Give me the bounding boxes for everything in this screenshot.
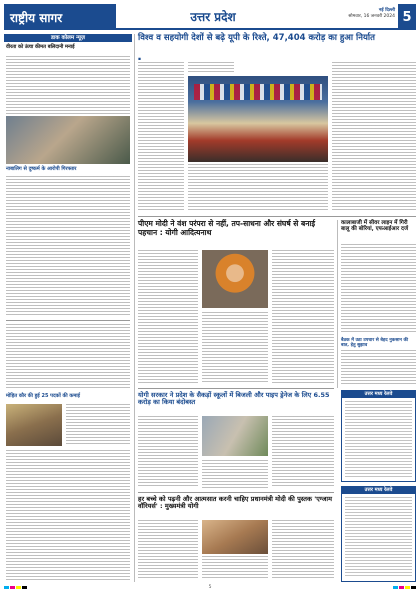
bottom-photo — [202, 520, 268, 554]
column-divider-left — [134, 34, 135, 582]
color-registration-right — [393, 586, 416, 589]
left-story-text — [6, 324, 130, 390]
modi-headline: पीएम मोदी ने वंश परंपरा से नहीं, तप-साधना और संघर्ष से बनाई पहचान : योगी आदित्यनाथ — [138, 219, 316, 237]
tender-title-2: उत्तर मध्य रेलवे — [342, 487, 415, 494]
tender-body-1 — [345, 401, 412, 478]
left-mid-headline: नाबालिग से दुष्कर्म के आरोपी गिरफ्तार — [6, 166, 77, 172]
left-divider-1 — [6, 320, 130, 321]
flags-row — [194, 84, 322, 100]
bottom-text-col3 — [272, 520, 334, 580]
school-divider — [138, 492, 334, 493]
lead-text-col4 — [332, 62, 416, 212]
award-photo — [6, 404, 62, 446]
tender-body-2 — [345, 497, 412, 578]
modi-text-col3 — [272, 250, 334, 384]
school-headline: योगी सरकार ने प्रदेश के सैकड़ों स्कूलों में बिजली और पाइप ड्रेनेज के लिए 6.55 करोड़ का किया बंदोबस्त — [138, 391, 330, 407]
masthead-title: राष्ट्रीय सागर — [4, 4, 116, 30]
modi-text-col1 — [138, 250, 198, 384]
newspaper-page — [4, 4, 416, 590]
award-text — [66, 404, 130, 446]
lead-text-col2 — [188, 62, 234, 74]
lead-headline: विश्व व सहयोगी देशों से बढ़े यूपी के रिश्ते, 47,404 करोड़ का हुआ निर्यात — [138, 33, 375, 43]
left-bottom-text — [6, 450, 130, 580]
small-side-headline: बैठक में उठा उपचार से बेहद नुकसान की बात, हेतु सुझाव — [341, 338, 409, 349]
brief-photo — [6, 116, 130, 164]
right-top-text — [341, 244, 416, 334]
lead-photo — [188, 76, 328, 162]
footer-page-marker: 5 — [208, 584, 212, 590]
brief-column-title: डाक कोलम न्यूज़ — [4, 34, 132, 42]
lead-caption — [188, 164, 328, 212]
dateline — [310, 4, 398, 30]
bottom-text-col1 — [138, 520, 198, 580]
page-number: 5 — [398, 4, 416, 30]
lead-text-col1 — [138, 62, 184, 212]
lead-divider — [138, 216, 416, 217]
tender-title-1: उत्तर मध्य रेलवे — [342, 391, 415, 398]
date-label: सोमवार, 16 जनवरी 2024 — [348, 14, 395, 19]
page-footer — [4, 584, 416, 590]
left-mid-text — [6, 176, 130, 316]
school-text-col1 — [138, 416, 198, 488]
masthead-bar — [4, 4, 416, 30]
tender-notice-1 — [341, 390, 416, 482]
school-text-col2 — [202, 460, 268, 488]
small-side-text — [341, 350, 416, 384]
right-top-headline: कालाबाजी में सीवर लाइन में गिरी बालू की बोरियां, एफआईआर दर्ज — [341, 220, 409, 233]
brief-headline: वीरता को ऊंचा कीमत बलिदानी मनाई — [6, 44, 75, 50]
school-text-col3 — [272, 416, 334, 488]
modi-photo — [202, 250, 268, 308]
lead-byline: ▪ — [138, 57, 142, 62]
city-label: नई दिल्ली — [378, 8, 395, 13]
tender-notice-2 — [341, 486, 416, 582]
modi-text-col2 — [202, 312, 268, 384]
modi-divider — [138, 388, 334, 389]
brief-text — [6, 56, 130, 114]
bottom-text-col2 — [202, 556, 268, 580]
state-section-title: उत्तर प्रदेश — [116, 4, 310, 30]
left-low-headline: मोहित कौर की हुई 25 पदकों की कमाई — [6, 393, 80, 399]
color-registration-left — [4, 586, 27, 589]
school-photo — [202, 416, 268, 456]
column-divider-right — [337, 220, 338, 388]
bottom-headline: हर बच्चे को पढ़नी और आत्मसात करनी चाहिए प्रधानमंत्री मोदी की पुस्तक 'एग्जाम वॉरियर्स' : मुख्यमंत्री योगी — [138, 495, 332, 511]
